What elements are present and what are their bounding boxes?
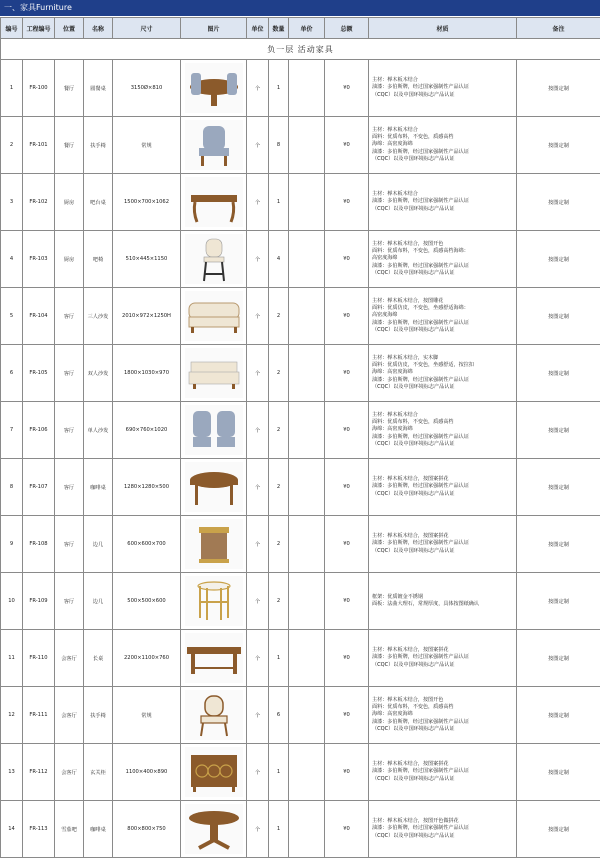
furniture-photo [185,690,243,740]
row-note: 按图定制 [517,345,600,402]
furniture-photo [185,177,243,227]
row-size: 690×760×1020 [113,402,181,459]
material-line: 面料：优质布料，不变色，质感高档 [372,419,513,426]
material-line: （CQC）以及中国环境标志产品认证 [372,726,513,733]
row-location: 客厅 [55,516,84,573]
row-unit: 个 [247,573,269,630]
row-qty: 2 [269,288,289,345]
row-size: 2200×1100×760 [113,630,181,687]
row-unit: 个 [247,687,269,744]
row-unit: 个 [247,60,269,117]
table-row [1,630,600,687]
row-name: 扶手椅 [84,117,113,174]
table-row [1,174,600,231]
header-code: 工程编号 [23,18,55,39]
row-note: 按图定制 [517,687,600,744]
table-row [1,60,600,117]
material-line: 油漆：多伯斯牌，经过国家强制性产品认证 [372,263,513,270]
armchair-icon [185,120,243,170]
row-image [181,459,247,516]
row-code: FR-107 [23,459,55,516]
row-price [289,801,325,858]
material-line: 主材：榉木板木结合 [372,191,513,198]
material-line: 主材：榉木板木结合，实木脚 [372,355,513,362]
header-image: 图片 [181,18,247,39]
row-qty: 2 [269,573,289,630]
furniture-photo [185,804,243,854]
row-material [369,801,517,858]
row-size: 1280×1280×500 [113,459,181,516]
material-line: 高密度海绵 [372,255,513,262]
row-image [181,117,247,174]
row-price [289,630,325,687]
material-line: 面板：法曲大理石，常规厚度，具体按图纸确认 [372,601,513,608]
row-material [369,687,517,744]
material-line: 面料：优质布料，不变色，质感高档 [372,704,513,711]
row-index: 12 [1,687,23,744]
row-total: ¥0 [325,288,369,345]
row-index: 13 [1,744,23,801]
row-note: 按图定制 [517,516,600,573]
header-unit: 单位 [247,18,269,39]
header-price: 单价 [289,18,325,39]
row-total: ¥0 [325,174,369,231]
furniture-photo [185,747,243,797]
furniture-photo [185,63,243,113]
section-row [1,39,600,60]
material-line: 高密度海绵 [372,312,513,319]
row-price [289,459,325,516]
row-total: ¥0 [325,630,369,687]
sheet-title: 一、家具Furniture [0,0,600,16]
row-name: 圆餐桌 [84,60,113,117]
furniture-photo [185,633,243,683]
material-line: 油漆：多伯斯牌，经过国家强制性产品认证 [372,198,513,205]
row-total: ¥0 [325,345,369,402]
material-line: 油漆：多伯斯牌，经过国家强制性产品认证 [372,768,513,775]
row-unit: 个 [247,288,269,345]
row-code: FR-111 [23,687,55,744]
row-location: 客厅 [55,402,84,459]
row-unit: 个 [247,459,269,516]
row-material [369,288,517,345]
row-name: 边几 [84,573,113,630]
row-code: FR-103 [23,231,55,288]
console-cabinet-icon [185,747,243,797]
row-location: 厨房 [55,231,84,288]
material-line: 主材：榉木板木结合，按图案拼花 [372,476,513,483]
material-line: （CQC）以及中国环境标志产品认证 [372,662,513,669]
row-total: ¥0 [325,459,369,516]
row-name: 边几 [84,516,113,573]
row-material [369,231,517,288]
row-size: 500×500×600 [113,573,181,630]
row-size: 600×600×700 [113,516,181,573]
table-row [1,231,600,288]
row-location: 餐厅 [55,117,84,174]
pedestal-table-icon [185,804,243,854]
row-qty: 1 [269,60,289,117]
row-name: 吧台桌 [84,174,113,231]
row-qty: 1 [269,801,289,858]
row-location: 会客厅 [55,630,84,687]
material-line: 面料：优质布料，不变色，质感高档海绵： [372,248,513,255]
row-name: 双人沙发 [84,345,113,402]
material-line: （CQC）以及中国环境标志产品认证 [372,441,513,448]
material-line: 油漆：多伯斯牌，经过国家强制性产品认证 [372,149,513,156]
material-line: 面料：优质仿皮，不变色，坐感舒适，按拉扣 [372,362,513,369]
row-index: 9 [1,516,23,573]
bar-chair-icon [185,234,243,284]
table-row [1,516,600,573]
side-table-icon [185,519,243,569]
row-qty: 1 [269,744,289,801]
row-note: 按图定制 [517,402,600,459]
row-price [289,117,325,174]
row-name: 咖啡桌 [84,801,113,858]
row-size: 1100×400×890 [113,744,181,801]
material-line: 油漆：多伯斯牌，经过国家强制性产品认证 [372,377,513,384]
row-unit: 个 [247,231,269,288]
material-line: 主材：榉木板木结合，按图雕花 [372,298,513,305]
table-row [1,345,600,402]
material-line: 主材：榉木板木结合，按图案拼花 [372,647,513,654]
row-code: FR-112 [23,744,55,801]
material-line: 油漆：多伯斯牌，经过国家强制性产品认证 [372,540,513,547]
row-location: 雪茄吧 [55,801,84,858]
single-sofa-icon [185,405,243,455]
material-line: （CQC）以及中国环境标志产品认证 [372,776,513,783]
material-line: （CQC）以及中国环境标志产品认证 [372,270,513,277]
header-note: 备注 [517,18,600,39]
row-note: 按图定制 [517,60,600,117]
material-line: 海绵：高密度海绵 [372,369,513,376]
furniture-photo [185,348,243,398]
row-price [289,516,325,573]
table-row [1,459,600,516]
row-total: ¥0 [325,744,369,801]
row-note: 按图定制 [517,744,600,801]
row-material [369,345,517,402]
table-row [1,573,600,630]
header-index: 编号 [1,18,23,39]
row-index: 4 [1,231,23,288]
row-code: FR-102 [23,174,55,231]
row-qty: 1 [269,630,289,687]
header-qty: 数量 [269,18,289,39]
row-material [369,459,517,516]
row-total: ¥0 [325,117,369,174]
material-line: 油漆：多伯斯牌，经过国家强制性产品认证 [372,434,513,441]
row-unit: 个 [247,402,269,459]
row-note: 按图定制 [517,801,600,858]
coffee-table-icon [185,462,243,512]
row-location: 会客厅 [55,744,84,801]
row-code: FR-104 [23,288,55,345]
row-name: 三人沙发 [84,288,113,345]
row-price [289,402,325,459]
material-line: 面料：优质布料，不变色，质感高档 [372,134,513,141]
furniture-photo [185,120,243,170]
row-size: 常规 [113,117,181,174]
header-total: 总额 [325,18,369,39]
row-unit: 个 [247,801,269,858]
bar-table-icon [185,177,243,227]
table-row [1,402,600,459]
row-location: 厨房 [55,174,84,231]
row-qty: 8 [269,117,289,174]
row-location: 客厅 [55,459,84,516]
row-code: FR-113 [23,801,55,858]
row-unit: 个 [247,117,269,174]
furniture-photo [185,462,243,512]
row-image [181,60,247,117]
row-unit: 个 [247,345,269,402]
row-location: 会客厅 [55,687,84,744]
row-note: 按图定制 [517,117,600,174]
row-index: 3 [1,174,23,231]
row-index: 10 [1,573,23,630]
material-line: （CQC）以及中国环境标志产品认证 [372,833,513,840]
row-image [181,288,247,345]
row-image [181,231,247,288]
row-price [289,60,325,117]
material-line: 主材：榉木板木结合，按图案拼花 [372,761,513,768]
row-image [181,630,247,687]
material-line: （CQC）以及中国环境标志产品认证 [372,384,513,391]
furniture-photo [185,576,243,626]
row-qty: 4 [269,231,289,288]
row-material [369,744,517,801]
row-image [181,174,247,231]
row-note: 按图定制 [517,630,600,687]
furniture-photo [185,519,243,569]
row-material [369,516,517,573]
row-size: 3150Ø×810 [113,60,181,117]
row-note: 按图定制 [517,573,600,630]
row-material [369,573,517,630]
row-size: 常规 [113,687,181,744]
row-code: FR-101 [23,117,55,174]
row-image [181,744,247,801]
row-image [181,573,247,630]
row-index: 6 [1,345,23,402]
header-material: 材质 [369,18,517,39]
row-note: 按图定制 [517,288,600,345]
table-row [1,801,600,858]
material-line: 主材：榉木板木结合，按图开色 [372,697,513,704]
material-line: 框架：优质镀金不锈钢 [372,594,513,601]
row-name: 吧椅 [84,231,113,288]
material-line: （CQC）以及中国环境标志产品认证 [372,156,513,163]
header-name: 名称 [84,18,113,39]
material-line: （CQC）以及中国环境标志产品认证 [372,206,513,213]
material-line: （CQC）以及中国环境标志产品认证 [372,548,513,555]
material-line: 面料：优质仿皮，不变色，坐感舒适海绵： [372,305,513,312]
material-line: （CQC）以及中国环境标志产品认证 [372,491,513,498]
row-qty: 2 [269,516,289,573]
section-title: 负一层 活动家具 [1,39,600,60]
material-line: 油漆：多伯斯牌，经过国家强制性产品认证 [372,654,513,661]
row-index: 5 [1,288,23,345]
row-code: FR-108 [23,516,55,573]
row-code: FR-100 [23,60,55,117]
material-line: 油漆：多伯斯牌，经过国家强制性产品认证 [372,825,513,832]
row-qty: 2 [269,402,289,459]
row-qty: 6 [269,687,289,744]
row-qty: 2 [269,459,289,516]
furniture-photo [185,405,243,455]
carved-armchair-icon [185,690,243,740]
row-note: 按图定制 [517,231,600,288]
row-code: FR-105 [23,345,55,402]
three-seat-sofa-icon [185,291,243,341]
row-size: 1500×700×1062 [113,174,181,231]
table-row [1,288,600,345]
row-qty: 2 [269,345,289,402]
row-name: 玄关柜 [84,744,113,801]
material-line: 油漆：多伯斯牌，经过国家强制性产品认证 [372,84,513,91]
row-code: FR-109 [23,573,55,630]
loveseat-sofa-icon [185,348,243,398]
row-size: 800×800×750 [113,801,181,858]
round-dining-table-icon [185,63,243,113]
row-index: 14 [1,801,23,858]
material-line: 主材：榉木板木结合 [372,127,513,134]
material-line: 主材：榉木板木结合 [372,77,513,84]
row-location: 客厅 [55,345,84,402]
row-total: ¥0 [325,801,369,858]
row-material [369,60,517,117]
row-image [181,345,247,402]
row-price [289,687,325,744]
row-price [289,288,325,345]
row-total: ¥0 [325,573,369,630]
material-line: 主材：榉木板木结合 [372,412,513,419]
material-line: 海绵：高密度海绵 [372,426,513,433]
row-size: 1800×1030×970 [113,345,181,402]
row-note: 按图定制 [517,459,600,516]
row-name: 单人沙发 [84,402,113,459]
row-total: ¥0 [325,60,369,117]
material-line: 海绵：高密度海绵 [372,141,513,148]
material-line: 油漆：多伯斯牌，经过国家强制性产品认证 [372,320,513,327]
row-index: 7 [1,402,23,459]
row-image [181,801,247,858]
material-line: 主材：榉木板木结合，按图开色做拼花 [372,818,513,825]
row-material [369,402,517,459]
material-line: 主材：榉木板木结合，按图开色 [372,241,513,248]
furniture-photo [185,234,243,284]
row-price [289,573,325,630]
furniture-photo [185,291,243,341]
row-total: ¥0 [325,231,369,288]
table-row [1,117,600,174]
material-line: （CQC）以及中国环境标志产品认证 [372,92,513,99]
row-index: 8 [1,459,23,516]
row-unit: 个 [247,174,269,231]
material-line: 油漆：多伯斯牌，经过国家强制性产品认证 [372,719,513,726]
row-location: 客厅 [55,288,84,345]
row-unit: 个 [247,630,269,687]
row-name: 咖啡桌 [84,459,113,516]
row-qty: 1 [269,174,289,231]
row-unit: 个 [247,744,269,801]
row-price [289,174,325,231]
row-image [181,402,247,459]
row-price [289,231,325,288]
row-code: FR-110 [23,630,55,687]
furniture-table [0,17,600,858]
row-size: 510×445×1150 [113,231,181,288]
row-name: 长桌 [84,630,113,687]
table-row [1,687,600,744]
row-note: 按图定制 [517,174,600,231]
row-material [369,630,517,687]
row-price [289,345,325,402]
header-row [1,18,600,39]
material-line: 海绵：高密度海绵 [372,711,513,718]
header-location: 位置 [55,18,84,39]
row-total: ¥0 [325,687,369,744]
material-line: 油漆：多伯斯牌，经过国家强制性产品认证 [372,483,513,490]
row-image [181,516,247,573]
row-total: ¥0 [325,402,369,459]
row-index: 11 [1,630,23,687]
row-name: 扶手椅 [84,687,113,744]
row-image [181,687,247,744]
row-index: 1 [1,60,23,117]
row-material [369,174,517,231]
row-price [289,744,325,801]
gold-side-table-icon [185,576,243,626]
row-location: 餐厅 [55,60,84,117]
long-table-icon [185,633,243,683]
row-total: ¥0 [325,516,369,573]
row-location: 客厅 [55,573,84,630]
row-unit: 个 [247,516,269,573]
header-size: 尺寸 [113,18,181,39]
row-code: FR-106 [23,402,55,459]
row-size: 2010×972×1250H [113,288,181,345]
row-index: 2 [1,117,23,174]
row-material [369,117,517,174]
table-row [1,744,600,801]
material-line: （CQC）以及中国环境标志产品认证 [372,327,513,334]
material-line: 主材：榉木板木结合，按图案拼花 [372,533,513,540]
